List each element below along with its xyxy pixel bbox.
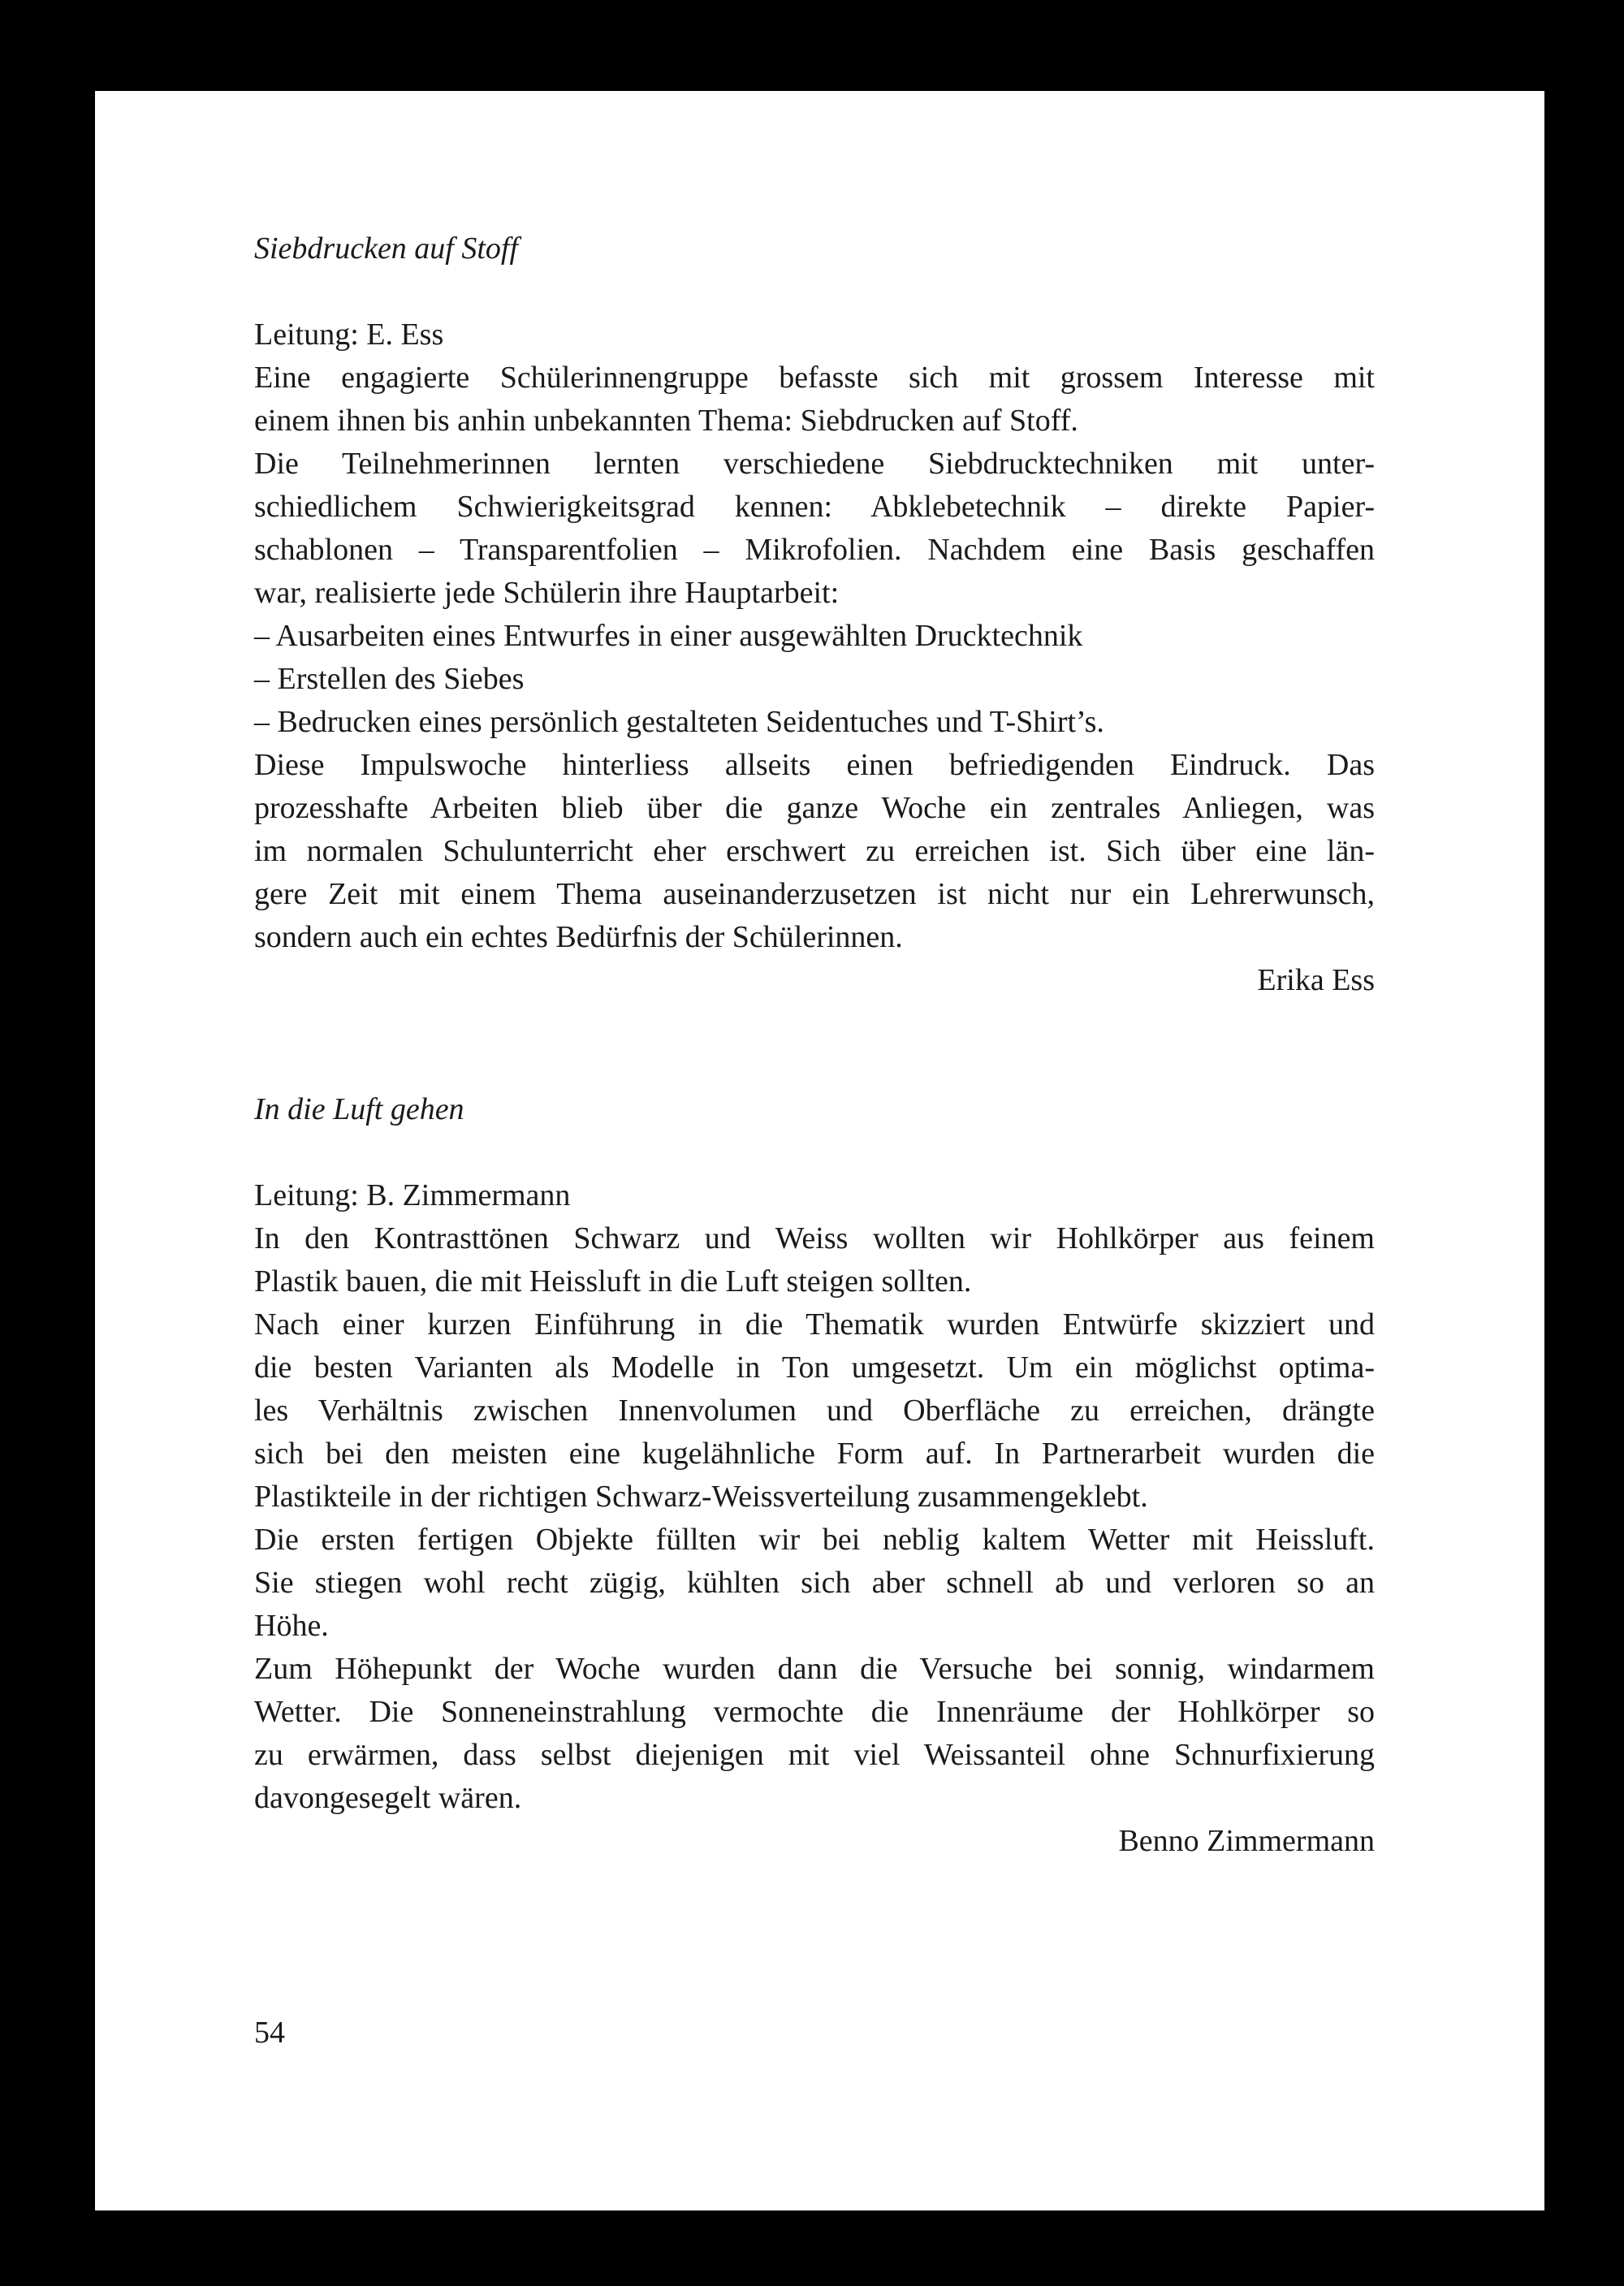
section-leitung: Leitung: B. Zimmermann (254, 1178, 571, 1212)
body-line: einem ihnen bis anhin unbekannten Thema: Siebdrucken auf Stoff. (254, 404, 1078, 438)
body-line: Die ersten fertigen Objekte füllten wir bei neblig kaltem Wetter mit Heissluft. (254, 1523, 1375, 1557)
list-item: – Erstellen des Siebes (254, 662, 525, 696)
body-line: Sie stiegen wohl recht zügig, kühlten sich aber schnell ab und verloren so an (254, 1566, 1375, 1600)
author-signature: Benno Zimmermann (1118, 1824, 1375, 1858)
list-item: – Ausarbeiten eines Entwurfes in einer ausgewählten Drucktechnik (254, 619, 1083, 653)
body-line: gere Zeit mit einem Thema auseinanderzusetzen ist nicht nur ein Lehrerwunsch, (254, 877, 1375, 911)
section-leitung: Leitung: E. Ess (254, 318, 444, 352)
body-line: davongesegelt wären. (254, 1781, 522, 1815)
body-line: sich bei den meisten eine kugelähnliche Form auf. In Partnerarbeit wurden die (254, 1437, 1375, 1471)
body-line: Diese Impulswoche hinterliess allseits einen befriedigenden Eindruck. Das (254, 748, 1375, 782)
body-line: im normalen Schulunterricht eher erschwert zu erreichen ist. Sich über eine län- (254, 834, 1375, 868)
body-line: In den Kontrasttönen Schwarz und Weiss wollten wir Hohlkörper aus feinem (254, 1221, 1375, 1255)
page-number: 54 (254, 2016, 285, 2050)
section-heading: In die Luft gehen (254, 1092, 464, 1126)
section-heading: Siebdrucken auf Stoff (254, 231, 519, 266)
body-line: sondern auch ein echtes Bedürfnis der Schülerinnen. (254, 920, 903, 954)
author-signature: Erika Ess (1257, 963, 1375, 997)
section-siebdrucken (254, 227, 1375, 1002)
body-line: les Verhältnis zwischen Innenvolumen und Oberfläche zu erreichen, drängte (254, 1394, 1375, 1428)
body-line: Zum Höhepunkt der Woche wurden dann die Versuche bei sonnig, windarmem (254, 1652, 1375, 1686)
body-line: Wetter. Die Sonneneinstrahlung vermochte die Innenräume der Hohlkörper so (254, 1695, 1375, 1729)
page-content (254, 227, 1375, 1863)
body-line: prozesshafte Arbeiten blieb über die ganze Woche ein zentrales Anliegen, was (254, 791, 1375, 825)
section-luft (254, 1088, 1375, 1863)
body-line: Die Teilnehmerinnen lernten verschiedene Siebdrucktechniken mit unter- (254, 447, 1375, 481)
body-line: die besten Varianten als Modelle in Ton umgesetzt. Um ein möglichst optima- (254, 1350, 1375, 1385)
body-line: Plastik bauen, die mit Heissluft in die Luft steigen sollten. (254, 1264, 972, 1299)
document-page (95, 91, 1544, 2210)
body-line: schiedlichem Schwierigkeitsgrad kennen: Abklebetechnik – direkte Papier- (254, 490, 1375, 524)
body-line: Nach einer kurzen Einführung in die Thematik wurden Entwürfe skizziert und (254, 1307, 1375, 1342)
body-line: Eine engagierte Schülerinnengruppe befasste sich mit grossem Interesse mit (254, 361, 1375, 395)
list-item: – Bedrucken eines persönlich gestalteten Seidentuches und T-Shirt’s. (254, 705, 1104, 739)
body-line: war, realisierte jede Schülerin ihre Hauptarbeit: (254, 576, 840, 610)
body-line: Plastikteile in der richtigen Schwarz-Weissverteilung zusammengeklebt. (254, 1480, 1148, 1514)
body-line: Höhe. (254, 1609, 329, 1643)
body-line: schablonen – Transparentfolien – Mikrofolien. Nachdem eine Basis geschaffen (254, 533, 1375, 567)
body-line: zu erwärmen, dass selbst diejenigen mit viel Weissanteil ohne Schnurfixierung (254, 1738, 1375, 1772)
